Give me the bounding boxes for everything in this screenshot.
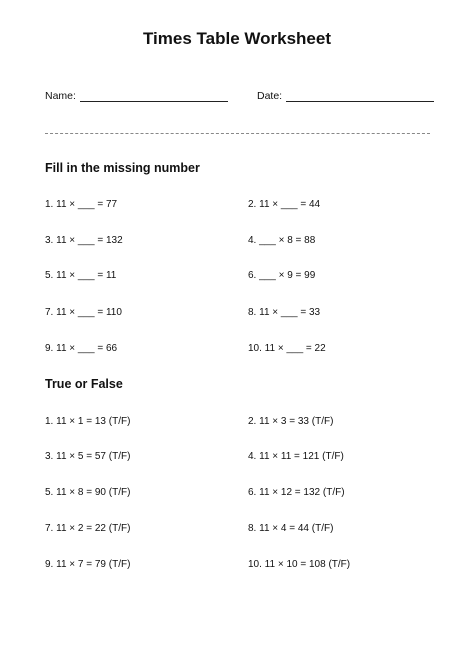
fill-question: 3. 11 × ___ = 132 <box>45 235 123 246</box>
tf-question: 1. 11 × 1 = 13 (T/F) <box>45 416 131 427</box>
fill-question: 9. 11 × ___ = 66 <box>45 343 118 354</box>
tf-question: 3. 11 × 5 = 57 (T/F) <box>45 451 131 462</box>
tf-question: 6. 11 × 12 = 132 (T/F) <box>248 487 345 498</box>
tf-question: 4. 11 × 11 = 121 (T/F) <box>248 451 344 462</box>
date-line <box>286 90 434 102</box>
fill-question: 1. 11 × ___ = 77 <box>45 199 118 210</box>
name-field <box>45 90 228 102</box>
fill-question: 2. 11 × ___ = 44 <box>248 199 321 210</box>
tf-question: 9. 11 × 7 = 79 (T/F) <box>45 559 131 570</box>
dashed-divider <box>45 133 430 134</box>
name-label: Name: <box>45 90 76 102</box>
page-title: Times Table Worksheet <box>142 29 331 48</box>
fill-question: 8. 11 × ___ = 33 <box>248 307 321 318</box>
date-field <box>257 90 434 102</box>
tf-question: 2. 11 × 3 = 33 (T/F) <box>248 416 334 427</box>
tf-question: 5. 11 × 8 = 90 (T/F) <box>45 487 131 498</box>
fill-question: 4. ___ × 8 = 88 <box>248 235 316 246</box>
date-label: Date: <box>257 90 283 102</box>
tf-question: 7. 11 × 2 = 22 (T/F) <box>45 523 131 534</box>
tf-question: 10. 11 × 10 = 108 (T/F) <box>248 559 351 570</box>
section-title-fill: Fill in the missing number <box>45 161 200 175</box>
fill-question: 10. 11 × ___ = 22 <box>248 343 326 354</box>
fill-question: 7. 11 × ___ = 110 <box>45 307 122 318</box>
tf-question: 8. 11 × 4 = 44 (T/F) <box>248 523 334 534</box>
fill-question: 6. ___ × 9 = 99 <box>248 270 316 281</box>
name-line <box>80 90 228 102</box>
section-title-true-false: True or False <box>45 377 123 391</box>
fill-question: 5. 11 × ___ = 11 <box>45 270 117 281</box>
